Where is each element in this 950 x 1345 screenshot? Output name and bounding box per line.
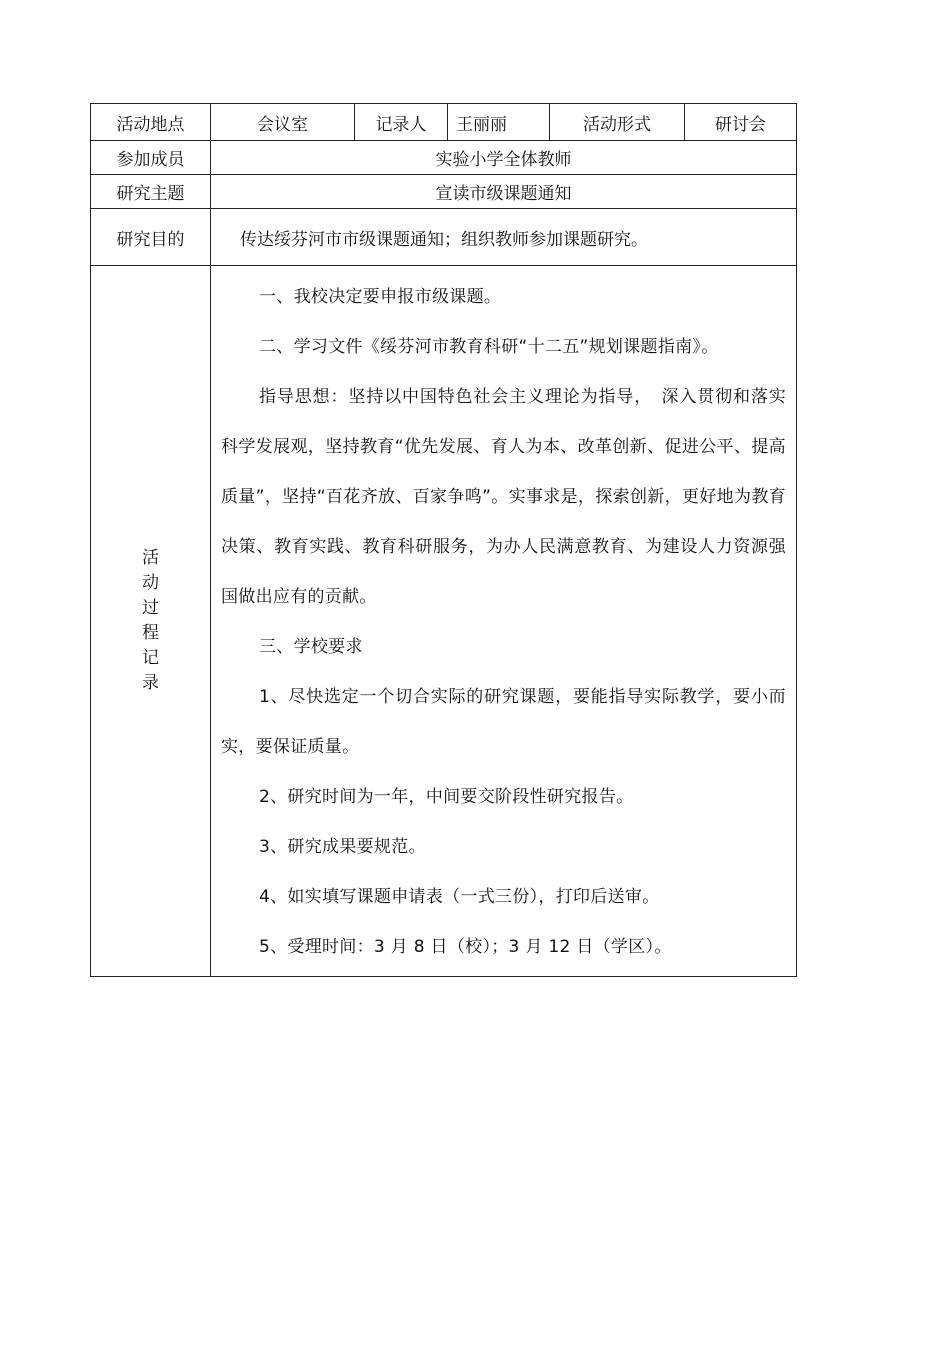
location-value: 会议室 [211,104,355,141]
record-paragraph: 二、学习文件《绥芬河市教育科研“十二五”规划课题指南》。 [259,337,719,357]
record-paragraph: 5、受理时间：3 月 8 日（校）；3 月 12 日（学区）。 [259,937,672,957]
purpose-value: 传达绥芬河市市级课题通知；组织教师参加课题研究。 [211,209,797,266]
form-value: 研讨会 [685,104,797,141]
record-paragraph: 4、如实填写课题申请表（一式三份），打印后送审。 [259,887,660,907]
topic-label: 研究主题 [91,175,211,209]
record-paragraph: 3、研究成果要规范。 [259,837,426,857]
record-paragraph: 指导思想：坚持以中国特色社会主义理论为指导， 深入贯彻和落实科学发展观，坚持教育“优先发展、育人为本、改革创新、促进公平、提高质量”，坚持“百花齐放、百家争鸣”。实事求是，探索创新，更好地为教育决策、教育实践、教育科研服务，为办人民满意教育、为建设人力资源强国做出应有的贡献。 [221,387,786,607]
record-paragraph: 1、尽快选定一个切合实际的研究课题，要能指导实际教学，要小而实，要保证质量。 [221,687,786,757]
members-value: 实验小学全体教师 [211,141,797,175]
record-label-char: 程 [142,623,159,643]
record-label-char: 过 [142,598,159,618]
record-row [91,266,797,977]
recorder-value: 王丽丽 [448,104,550,141]
header-row [91,104,797,141]
record-paragraph: 三、学校要求 [259,637,363,657]
recorder-label: 记录人 [355,104,448,141]
record-label-char: 活 [142,548,159,568]
record-label-char: 记 [142,648,159,668]
record-body [211,266,797,977]
record-paragraph: 2、研究时间为一年，中间要交阶段性研究报告。 [259,787,634,807]
record-label-char: 动 [142,573,159,593]
record-label [91,266,211,977]
purpose-row [91,209,797,266]
activity-record-table [90,103,797,977]
members-label: 参加成员 [91,141,211,175]
topic-row [91,175,797,209]
form-label: 活动形式 [550,104,685,141]
record-paragraph: 一、我校决定要申报市级课题。 [259,287,502,307]
purpose-label: 研究目的 [91,209,211,266]
members-row [91,141,797,175]
topic-value: 宣读市级课题通知 [211,175,797,209]
record-label-char: 录 [142,673,159,693]
location-label: 活动地点 [91,104,211,141]
